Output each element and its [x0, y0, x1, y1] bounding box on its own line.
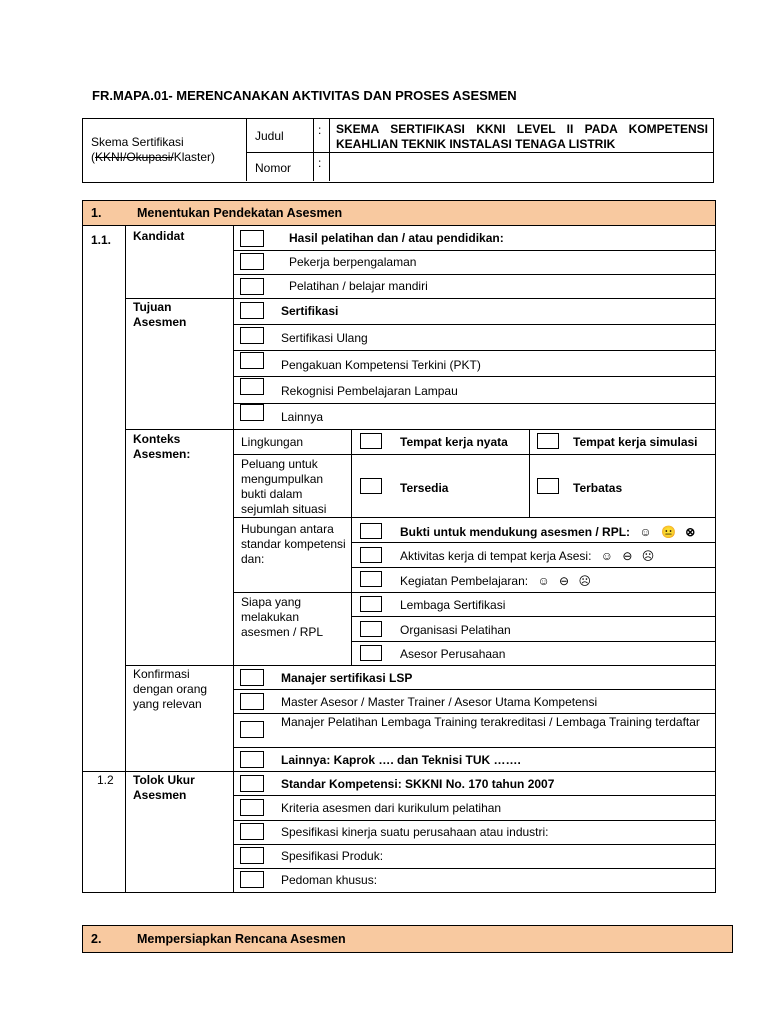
cross-face-icon: ⊗	[685, 525, 696, 539]
tujuan-option-3: Pengakuan Kompetensi Terkini (PKT)	[281, 358, 481, 372]
sad-face-icon: ☹	[578, 574, 591, 588]
konfirmasi-checkbox-1[interactable]	[240, 669, 264, 686]
lingkungan-checkbox-1[interactable]	[360, 433, 382, 449]
lingkungan-label: Lingkungan	[241, 435, 304, 449]
siapa-option-2: Organisasi Pelatihan	[400, 623, 511, 637]
skema-label: Skema Sertifikasi (KKNI/Okupasi/Klaster)	[91, 135, 216, 164]
hubungan-option-2	[400, 549, 654, 564]
konfirmasi-option-3: Manajer Pelatihan Lembaga Training terakreditasi / Lembaga Training terdaftar	[281, 715, 700, 729]
hubungan-checkbox-2[interactable]	[360, 547, 382, 563]
row-1-1-number: 1.1.	[91, 233, 112, 247]
lingkungan-checkbox-2[interactable]	[537, 433, 559, 449]
tolok-checkbox-1[interactable]	[240, 775, 264, 792]
konfirmasi-option-4: Lainnya: Kaprok …. dan Teknisi TUK …….	[281, 753, 521, 767]
neutral-face-icon: ⊖	[622, 549, 633, 563]
nomor-colon: :	[318, 156, 322, 170]
konfirmasi-checkbox-2[interactable]	[240, 693, 264, 710]
neutral-face-icon: 😐	[660, 525, 676, 539]
tolok-checkbox-3[interactable]	[240, 823, 264, 840]
tolok-checkbox-2[interactable]	[240, 799, 264, 816]
konteks-label: Konteks Asesmen:	[133, 432, 191, 461]
tolok-checkbox-5[interactable]	[240, 871, 264, 888]
tolok-option-4: Spesifikasi Produk:	[281, 849, 384, 863]
tujuan-checkbox-3[interactable]	[240, 352, 264, 369]
nomor-label: Nomor	[255, 161, 292, 175]
peluang-option-2: Terbatas	[573, 481, 623, 495]
konfirmasi-checkbox-3[interactable]	[240, 721, 264, 738]
tujuan-checkbox-1[interactable]	[240, 302, 264, 319]
hubungan-option-1-text: Bukti untuk mendukung asesmen / RPL:	[400, 525, 631, 539]
kandidat-checkbox-1[interactable]	[240, 230, 264, 247]
judul-colon: :	[318, 123, 322, 137]
tolok-option-3: Spesifikasi kinerja suatu perusahaan atau industri:	[281, 825, 549, 839]
tolok-ukur-label: Tolok Ukur Asesmen	[133, 773, 195, 802]
sad-face-icon: ☹	[641, 549, 655, 563]
siapa-label: Siapa yang melakukan asesmen / RPL	[241, 595, 324, 639]
tujuan-option-4: Rekognisi Pembelajaran Lampau	[281, 384, 458, 398]
peluang-label: Peluang untuk mengumpulkan bukti dalam sejumlah situasi	[241, 457, 327, 516]
section-1-number: 1.	[91, 206, 102, 220]
judul-label: Judul	[255, 129, 284, 143]
hubungan-option-3-text: Kegiatan Pembelajaran:	[400, 574, 529, 588]
happy-face-icon: ☺	[537, 574, 550, 588]
tujuan-checkbox-2[interactable]	[240, 327, 264, 344]
section-2-header	[82, 925, 733, 953]
tolok-option-5: Pedoman khusus:	[281, 873, 378, 887]
tujuan-option-2: Sertifikasi Ulang	[281, 331, 368, 345]
tujuan-checkbox-5[interactable]	[240, 404, 264, 421]
kandidat-option-3: Pelatihan / belajar mandiri	[289, 279, 428, 293]
peluang-checkbox-1[interactable]	[360, 478, 382, 494]
konfirmasi-label: Konfirmasi dengan orang yang relevan	[133, 667, 208, 711]
siapa-option-1: Lembaga Sertifikasi	[400, 598, 506, 612]
peluang-option-1: Tersedia	[400, 481, 449, 495]
kandidat-checkbox-3[interactable]	[240, 278, 264, 295]
section-2-number: 2.	[91, 932, 102, 946]
tolok-option-2: Kriteria asesmen dari kurikulum pelatihan	[281, 801, 502, 815]
lingkungan-option-2: Tempat kerja simulasi	[573, 435, 698, 449]
lingkungan-option-1: Tempat kerja nyata	[400, 435, 508, 449]
peluang-checkbox-2[interactable]	[537, 478, 559, 494]
judul-value: SKEMA SERTIFIKASI KKNI LEVEL II PADA KOMPETENSI KEAHLIAN TEKNIK INSTALASI TENAGA LISTRIK	[336, 122, 708, 151]
kandidat-label: Kandidat	[133, 229, 185, 243]
document-title: FR.MAPA.01- MERENCANAKAN AKTIVITAS DAN PROSES ASESMEN	[92, 88, 517, 103]
tujuan-label: Tujuan Asesmen	[133, 300, 187, 329]
konfirmasi-checkbox-4[interactable]	[240, 751, 264, 768]
siapa-option-3: Asesor Perusahaan	[400, 647, 506, 661]
happy-face-icon: ☺	[600, 549, 614, 563]
tujuan-checkbox-4[interactable]	[240, 378, 264, 395]
row-1-2-number: 1.2	[97, 773, 114, 787]
hubungan-checkbox-1[interactable]	[360, 523, 382, 539]
section-1-title: Menentukan Pendekatan Asesmen	[137, 206, 343, 220]
tolok-checkbox-4[interactable]	[240, 847, 264, 864]
siapa-checkbox-3[interactable]	[360, 645, 382, 661]
hubungan-label: Hubungan antara standar kompetensi dan:	[241, 522, 346, 566]
hubungan-checkbox-3[interactable]	[360, 571, 382, 587]
section-1-table	[82, 200, 716, 893]
kandidat-checkbox-2[interactable]	[240, 253, 264, 270]
siapa-checkbox-2[interactable]	[360, 621, 382, 637]
kandidat-option-1: Hasil pelatihan dan / atau pendidikan:	[289, 231, 504, 245]
siapa-checkbox-1[interactable]	[360, 596, 382, 612]
hubungan-option-2-text: Aktivitas kerja di tempat kerja Asesi:	[400, 549, 592, 563]
tujuan-option-1: Sertifikasi	[281, 304, 339, 318]
hubungan-option-1	[400, 525, 695, 540]
section-1-header	[83, 201, 715, 226]
section-2-title: Mempersiapkan Rencana Asesmen	[137, 932, 346, 946]
konfirmasi-option-2: Master Asesor / Master Trainer / Asesor Utama Kompetensi	[281, 695, 598, 709]
tujuan-option-5: Lainnya	[281, 410, 324, 424]
hubungan-option-3	[400, 574, 591, 589]
neutral-face-icon: ⊖	[559, 574, 570, 588]
happy-face-icon: ☺	[639, 525, 652, 539]
tolok-option-1: Standar Kompetensi: SKKNI No. 170 tahun 2007	[281, 777, 555, 791]
konfirmasi-option-1: Manajer sertifikasi LSP	[281, 671, 413, 685]
kandidat-option-2: Pekerja berpengalaman	[289, 255, 417, 269]
skema-header-table	[82, 118, 714, 183]
